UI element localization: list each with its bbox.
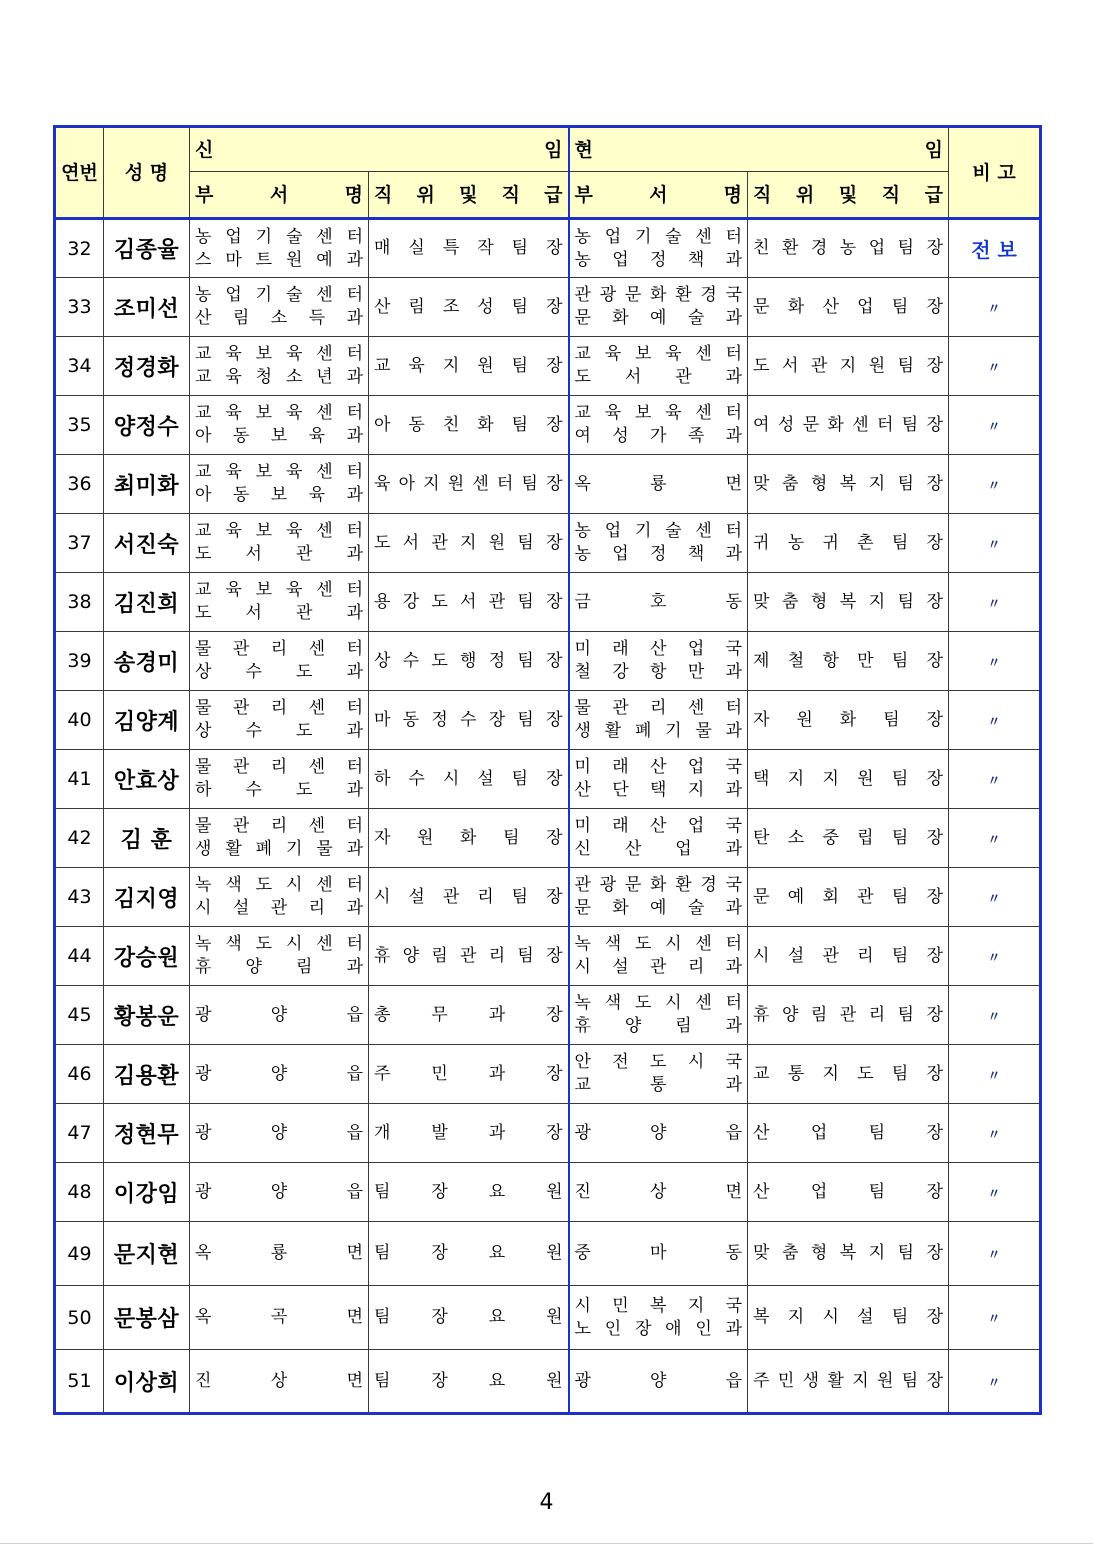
serial-number-cell: 33 bbox=[55, 278, 104, 337]
new-department-cell bbox=[190, 1222, 369, 1286]
new-department-cell bbox=[190, 1350, 369, 1414]
current-department-line: 미 래 산 업 국 bbox=[574, 816, 743, 836]
new-position-cell bbox=[369, 809, 569, 868]
current-department-cell bbox=[569, 868, 748, 927]
current-department-cell bbox=[569, 986, 748, 1045]
new-position-cell bbox=[369, 1286, 569, 1350]
new-department-line: 도 서 관 과 bbox=[195, 544, 363, 564]
name-cell: 이강임 bbox=[104, 1163, 190, 1222]
new-position-text: 팀 장 요 원 bbox=[374, 1307, 563, 1327]
current-department-line: 물 관 리 센 터 bbox=[574, 698, 743, 718]
table-body bbox=[55, 219, 1041, 1414]
current-position-text: 자 원 화 팀 장 bbox=[753, 709, 944, 730]
new-department-line: 물 관 리 센 터 bbox=[195, 639, 363, 659]
new-department-line: 아 동 보 육 과 bbox=[195, 426, 363, 446]
note-cell: 〃 bbox=[949, 455, 1041, 514]
new-position-cell bbox=[369, 632, 569, 691]
new-position-cell bbox=[369, 337, 569, 396]
note-cell: 전 보 bbox=[949, 219, 1041, 278]
current-department-line: 미 래 산 업 국 bbox=[574, 639, 743, 659]
new-department-line: 도 서 관 과 bbox=[195, 603, 363, 623]
new-position-cell bbox=[369, 1045, 569, 1104]
serial-number-cell: 42 bbox=[55, 809, 104, 868]
new-position-cell bbox=[369, 1163, 569, 1222]
new-position-cell bbox=[369, 514, 569, 573]
current-department-line: 광 양 읍 bbox=[574, 1122, 743, 1143]
note-cell: 〃 bbox=[949, 750, 1041, 809]
current-department-line: 관 광 문 화 환 경 국 bbox=[574, 285, 743, 305]
serial-number-cell: 37 bbox=[55, 514, 104, 573]
serial-number-cell: 40 bbox=[55, 691, 104, 750]
current-position-cell bbox=[748, 573, 949, 632]
new-department-cell bbox=[190, 278, 369, 337]
new-position-text: 마 동 정 수 장 팀 장 bbox=[374, 709, 563, 730]
current-department-line: 진 상 면 bbox=[574, 1181, 743, 1202]
note-cell: 〃 bbox=[949, 1163, 1041, 1222]
new-post-header bbox=[190, 127, 569, 172]
new-department-line: 물 관 리 센 터 bbox=[195, 698, 363, 718]
current-department-header-label: 부 서 명 bbox=[574, 183, 743, 206]
page-number: 4 bbox=[539, 1490, 554, 1515]
serial-number-cell: 44 bbox=[55, 927, 104, 986]
name-cell: 황봉운 bbox=[104, 986, 190, 1045]
current-department-line: 시 설 관 리 과 bbox=[574, 957, 743, 977]
serial-number-cell: 47 bbox=[55, 1104, 104, 1163]
new-position-text: 아 동 친 화 팀 장 bbox=[374, 414, 563, 435]
new-department-header bbox=[190, 172, 369, 219]
new-department-cell bbox=[190, 455, 369, 514]
current-position-cell bbox=[748, 1350, 949, 1414]
current-position-cell bbox=[748, 691, 949, 750]
name-cell: 김양계 bbox=[104, 691, 190, 750]
new-department-line: 교 육 청 소 년 과 bbox=[195, 367, 363, 387]
current-position-cell bbox=[748, 1286, 949, 1350]
current-department-line: 교 통 과 bbox=[574, 1075, 743, 1095]
current-position-text: 여 성 문 화 센 터 팀 장 bbox=[753, 414, 944, 435]
current-position-header bbox=[748, 172, 949, 219]
table-row bbox=[55, 1163, 1041, 1222]
current-position-text: 교 통 지 도 팀 장 bbox=[753, 1063, 944, 1084]
note-cell: 〃 bbox=[949, 868, 1041, 927]
new-position-cell bbox=[369, 455, 569, 514]
table-row bbox=[55, 337, 1041, 396]
current-department-line: 광 양 읍 bbox=[574, 1370, 743, 1391]
current-position-cell bbox=[748, 986, 949, 1045]
current-department-cell bbox=[569, 1350, 748, 1414]
new-department-cell bbox=[190, 514, 369, 573]
new-department-header-label: 부 서 명 bbox=[195, 183, 363, 206]
name-cell: 서진숙 bbox=[104, 514, 190, 573]
new-department-cell bbox=[190, 1286, 369, 1350]
current-position-cell bbox=[748, 455, 949, 514]
new-position-header-label: 직 위 및 직 급 bbox=[374, 183, 563, 206]
serial-number-cell: 41 bbox=[55, 750, 104, 809]
current-department-line: 산 단 택 지 과 bbox=[574, 780, 743, 800]
name-cell: 김종율 bbox=[104, 219, 190, 278]
note-cell: 〃 bbox=[949, 809, 1041, 868]
new-department-line: 교 육 보 육 센 터 bbox=[195, 403, 363, 423]
current-department-cell bbox=[569, 750, 748, 809]
current-department-line: 생 활 폐 기 물 과 bbox=[574, 721, 743, 741]
new-department-cell bbox=[190, 632, 369, 691]
new-department-line: 옥 곡 면 bbox=[195, 1307, 363, 1327]
current-position-cell bbox=[748, 278, 949, 337]
new-department-line: 상 수 도 과 bbox=[195, 662, 363, 682]
current-department-cell bbox=[569, 278, 748, 337]
current-department-cell bbox=[569, 514, 748, 573]
new-position-cell bbox=[369, 1222, 569, 1286]
serial-number-cell: 49 bbox=[55, 1222, 104, 1286]
note-cell: 〃 bbox=[949, 514, 1041, 573]
new-position-text: 주 민 과 장 bbox=[374, 1063, 563, 1084]
current-department-cell bbox=[569, 632, 748, 691]
new-position-text: 상 수 도 행 정 팀 장 bbox=[374, 650, 563, 671]
current-department-line: 신 산 업 과 bbox=[574, 839, 743, 859]
current-department-line: 금 호 동 bbox=[574, 591, 743, 612]
current-post-header bbox=[569, 127, 949, 172]
table-row bbox=[55, 1222, 1041, 1286]
new-department-cell bbox=[190, 337, 369, 396]
current-department-line: 미 래 산 업 국 bbox=[574, 757, 743, 777]
serial-number-cell: 36 bbox=[55, 455, 104, 514]
note-cell: 〃 bbox=[949, 927, 1041, 986]
serial-number-cell: 39 bbox=[55, 632, 104, 691]
personnel-transfer-table bbox=[53, 125, 1042, 1415]
current-position-text: 귀 농 귀 촌 팀 장 bbox=[753, 532, 944, 553]
new-post-title: 신 임 bbox=[195, 138, 563, 161]
new-position-cell bbox=[369, 750, 569, 809]
new-department-line: 교 육 보 육 센 터 bbox=[195, 521, 363, 541]
new-position-text: 시 설 관 리 팀 장 bbox=[374, 886, 563, 907]
new-department-line: 교 육 보 육 센 터 bbox=[195, 344, 363, 364]
table-row bbox=[55, 1286, 1041, 1350]
current-position-text: 주 민 생 활 지 원 팀 장 bbox=[753, 1370, 944, 1391]
current-department-cell bbox=[569, 1104, 748, 1163]
name-cell: 김용환 bbox=[104, 1045, 190, 1104]
current-department-line: 안 전 도 시 국 bbox=[574, 1052, 743, 1072]
new-department-line: 물 관 리 센 터 bbox=[195, 816, 363, 836]
current-position-text: 도 서 관 지 원 팀 장 bbox=[753, 355, 944, 376]
current-department-line: 중 마 동 bbox=[574, 1243, 743, 1263]
current-department-line: 노 인 장 애 인 과 bbox=[574, 1318, 743, 1339]
note-cell: 〃 bbox=[949, 986, 1041, 1045]
new-department-line: 광 양 읍 bbox=[195, 1122, 363, 1143]
name-cell: 김지영 bbox=[104, 868, 190, 927]
current-department-line: 농 업 정 책 과 bbox=[574, 249, 743, 270]
new-department-cell bbox=[190, 1045, 369, 1104]
current-department-header bbox=[569, 172, 748, 219]
new-department-line: 휴 양 림 과 bbox=[195, 957, 363, 977]
new-department-cell bbox=[190, 809, 369, 868]
new-department-line: 상 수 도 과 bbox=[195, 721, 363, 741]
new-position-cell bbox=[369, 396, 569, 455]
name-cell: 송경미 bbox=[104, 632, 190, 691]
current-position-text: 산 업 팀 장 bbox=[753, 1122, 944, 1143]
current-department-cell bbox=[569, 691, 748, 750]
new-department-cell bbox=[190, 986, 369, 1045]
current-department-line: 농 업 기 술 센 터 bbox=[574, 226, 743, 247]
current-position-text: 시 설 관 리 팀 장 bbox=[753, 945, 944, 966]
new-department-cell bbox=[190, 1104, 369, 1163]
table-row bbox=[55, 573, 1041, 632]
current-department-line: 문 화 예 술 과 bbox=[574, 308, 743, 328]
current-department-line: 농 업 기 술 센 터 bbox=[574, 521, 743, 541]
current-department-line: 여 성 가 족 과 bbox=[574, 426, 743, 446]
current-department-line: 교 육 보 육 센 터 bbox=[574, 403, 743, 423]
header-row-bottom bbox=[55, 172, 1041, 219]
table-row bbox=[55, 750, 1041, 809]
new-position-text: 용 강 도 서 관 팀 장 bbox=[374, 591, 563, 612]
new-department-line: 시 설 관 리 과 bbox=[195, 898, 363, 918]
name-cell: 김진희 bbox=[104, 573, 190, 632]
new-position-cell bbox=[369, 1350, 569, 1414]
new-position-header bbox=[369, 172, 569, 219]
current-department-cell bbox=[569, 809, 748, 868]
current-department-cell bbox=[569, 1286, 748, 1350]
serial-number-cell: 45 bbox=[55, 986, 104, 1045]
table-row bbox=[55, 632, 1041, 691]
name-cell: 문봉삼 bbox=[104, 1286, 190, 1350]
new-position-text: 매 실 특 작 팀 장 bbox=[374, 238, 563, 258]
page-bottom-edge bbox=[0, 1543, 1093, 1544]
current-position-text: 문 화 산 업 팀 장 bbox=[753, 296, 944, 317]
new-department-cell bbox=[190, 219, 369, 278]
note-cell: 〃 bbox=[949, 396, 1041, 455]
new-department-line: 광 양 읍 bbox=[195, 1004, 363, 1025]
new-department-line: 산 림 소 득 과 bbox=[195, 308, 363, 328]
new-position-cell bbox=[369, 573, 569, 632]
name-cell: 정현무 bbox=[104, 1104, 190, 1163]
new-department-cell bbox=[190, 691, 369, 750]
new-position-cell bbox=[369, 219, 569, 278]
current-position-cell bbox=[748, 1045, 949, 1104]
name-cell: 안효상 bbox=[104, 750, 190, 809]
new-position-cell bbox=[369, 986, 569, 1045]
current-department-line: 도 서 관 과 bbox=[574, 367, 743, 387]
current-position-text: 친 환 경 농 업 팀 장 bbox=[753, 238, 944, 258]
current-position-cell bbox=[748, 632, 949, 691]
table-row bbox=[55, 219, 1041, 278]
name-cell: 김 훈 bbox=[104, 809, 190, 868]
new-department-cell bbox=[190, 1163, 369, 1222]
serial-number-cell: 50 bbox=[55, 1286, 104, 1350]
current-department-line: 시 민 복 지 국 bbox=[574, 1295, 743, 1316]
table-row bbox=[55, 691, 1041, 750]
new-position-text: 교 육 지 원 팀 장 bbox=[374, 355, 563, 376]
current-department-cell bbox=[569, 1045, 748, 1104]
note-cell: 〃 bbox=[949, 1104, 1041, 1163]
current-department-cell bbox=[569, 455, 748, 514]
new-position-text: 육 아 지 원 센 터 팀 장 bbox=[374, 473, 563, 494]
current-position-cell bbox=[748, 514, 949, 573]
new-department-line: 아 동 보 육 과 bbox=[195, 485, 363, 505]
new-department-line: 농 업 기 술 센 터 bbox=[195, 226, 363, 247]
new-department-line: 교 육 보 육 센 터 bbox=[195, 580, 363, 600]
current-position-cell bbox=[748, 750, 949, 809]
serial-number-header: 연번 bbox=[55, 127, 104, 219]
new-department-line: 하 수 도 과 bbox=[195, 780, 363, 800]
note-header: 비 고 bbox=[949, 127, 1041, 219]
current-position-text: 택 지 지 원 팀 장 bbox=[753, 768, 944, 789]
new-position-text: 팀 장 요 원 bbox=[374, 1181, 563, 1202]
table-row bbox=[55, 927, 1041, 986]
table-row bbox=[55, 278, 1041, 337]
serial-number-cell: 46 bbox=[55, 1045, 104, 1104]
name-cell: 최미화 bbox=[104, 455, 190, 514]
current-position-text: 탄 소 중 립 팀 장 bbox=[753, 827, 944, 848]
name-cell: 문지현 bbox=[104, 1222, 190, 1286]
table-row bbox=[55, 455, 1041, 514]
note-cell: 〃 bbox=[949, 337, 1041, 396]
new-position-text: 도 서 관 지 원 팀 장 bbox=[374, 532, 563, 553]
name-header: 성 명 bbox=[104, 127, 190, 219]
new-department-line: 생 활 폐 기 물 과 bbox=[195, 839, 363, 859]
current-department-line: 교 육 보 육 센 터 bbox=[574, 344, 743, 364]
current-post-title: 현 임 bbox=[574, 138, 944, 161]
new-position-text: 팀 장 요 원 bbox=[374, 1243, 563, 1263]
new-department-cell bbox=[190, 868, 369, 927]
new-department-line: 옥 룡 면 bbox=[195, 1243, 363, 1263]
current-department-cell bbox=[569, 1163, 748, 1222]
current-position-text: 문 예 회 관 팀 장 bbox=[753, 886, 944, 907]
table-row bbox=[55, 1045, 1041, 1104]
current-department-line: 관 광 문 화 환 경 국 bbox=[574, 875, 743, 895]
table-row bbox=[55, 809, 1041, 868]
current-department-line: 녹 색 도 시 센 터 bbox=[574, 934, 743, 954]
new-position-cell bbox=[369, 691, 569, 750]
name-cell: 양정수 bbox=[104, 396, 190, 455]
current-position-text: 맞 춤 형 복 지 팀 장 bbox=[753, 1243, 944, 1263]
current-department-line: 녹 색 도 시 센 터 bbox=[574, 993, 743, 1013]
current-position-cell bbox=[748, 1163, 949, 1222]
serial-number-cell: 35 bbox=[55, 396, 104, 455]
current-position-text: 휴 양 림 관 리 팀 장 bbox=[753, 1004, 944, 1025]
new-department-line: 농 업 기 술 센 터 bbox=[195, 285, 363, 305]
serial-number-cell: 32 bbox=[55, 219, 104, 278]
name-cell: 이상희 bbox=[104, 1350, 190, 1414]
current-department-line: 농 업 정 책 과 bbox=[574, 544, 743, 564]
new-department-cell bbox=[190, 927, 369, 986]
current-position-cell bbox=[748, 927, 949, 986]
new-position-cell bbox=[369, 868, 569, 927]
header-row-top bbox=[55, 127, 1041, 172]
serial-number-cell: 48 bbox=[55, 1163, 104, 1222]
current-department-line: 철 강 항 만 과 bbox=[574, 662, 743, 682]
new-department-line: 물 관 리 센 터 bbox=[195, 757, 363, 777]
table-row bbox=[55, 1104, 1041, 1163]
new-position-text: 자 원 화 팀 장 bbox=[374, 827, 563, 848]
new-department-cell bbox=[190, 750, 369, 809]
new-department-line: 진 상 면 bbox=[195, 1370, 363, 1391]
name-cell: 강승원 bbox=[104, 927, 190, 986]
current-department-cell bbox=[569, 1222, 748, 1286]
current-department-cell bbox=[569, 337, 748, 396]
current-department-cell bbox=[569, 573, 748, 632]
new-position-text: 팀 장 요 원 bbox=[374, 1370, 563, 1391]
name-cell: 정경화 bbox=[104, 337, 190, 396]
table-row bbox=[55, 396, 1041, 455]
serial-number-cell: 51 bbox=[55, 1350, 104, 1414]
note-cell: 〃 bbox=[949, 573, 1041, 632]
current-position-cell bbox=[748, 1104, 949, 1163]
new-position-text: 총 무 과 장 bbox=[374, 1004, 563, 1025]
current-department-cell bbox=[569, 927, 748, 986]
note-cell: 〃 bbox=[949, 1222, 1041, 1286]
current-position-text: 맞 춤 형 복 지 팀 장 bbox=[753, 591, 944, 612]
new-position-cell bbox=[369, 927, 569, 986]
note-cell: 〃 bbox=[949, 691, 1041, 750]
table-row bbox=[55, 986, 1041, 1045]
new-department-line: 녹 색 도 시 센 터 bbox=[195, 875, 363, 895]
new-department-line: 녹 색 도 시 센 터 bbox=[195, 934, 363, 954]
current-department-line: 문 화 예 술 과 bbox=[574, 898, 743, 918]
table-row bbox=[55, 868, 1041, 927]
new-department-cell bbox=[190, 396, 369, 455]
current-position-text: 복 지 시 설 팀 장 bbox=[753, 1307, 944, 1327]
note-cell: 〃 bbox=[949, 1286, 1041, 1350]
name-cell: 조미선 bbox=[104, 278, 190, 337]
table-row bbox=[55, 1350, 1041, 1414]
current-position-text: 맞 춤 형 복 지 팀 장 bbox=[753, 473, 944, 494]
current-position-header-label: 직 위 및 직 급 bbox=[753, 183, 944, 206]
current-position-cell bbox=[748, 219, 949, 278]
note-cell: 〃 bbox=[949, 632, 1041, 691]
new-position-text: 휴 양 림 관 리 팀 장 bbox=[374, 945, 563, 966]
new-department-line: 광 양 읍 bbox=[195, 1181, 363, 1202]
note-cell: 〃 bbox=[949, 1350, 1041, 1414]
current-position-cell bbox=[748, 396, 949, 455]
current-position-text: 제 철 항 만 팀 장 bbox=[753, 650, 944, 671]
serial-number-cell: 38 bbox=[55, 573, 104, 632]
current-position-cell bbox=[748, 337, 949, 396]
new-department-cell bbox=[190, 573, 369, 632]
current-department-line: 옥 룡 면 bbox=[574, 473, 743, 494]
new-position-text: 산 림 조 성 팀 장 bbox=[374, 296, 563, 317]
new-position-cell bbox=[369, 278, 569, 337]
serial-number-cell: 43 bbox=[55, 868, 104, 927]
current-position-cell bbox=[748, 1222, 949, 1286]
table-header bbox=[55, 127, 1041, 219]
new-department-line: 광 양 읍 bbox=[195, 1063, 363, 1084]
new-position-cell bbox=[369, 1104, 569, 1163]
current-department-line: 휴 양 림 과 bbox=[574, 1016, 743, 1036]
current-department-cell bbox=[569, 219, 748, 278]
new-department-line: 스 마 트 원 예 과 bbox=[195, 249, 363, 270]
serial-number-cell: 34 bbox=[55, 337, 104, 396]
current-position-cell bbox=[748, 868, 949, 927]
new-position-text: 하 수 시 설 팀 장 bbox=[374, 768, 563, 789]
current-department-cell bbox=[569, 396, 748, 455]
current-position-text: 산 업 팀 장 bbox=[753, 1181, 944, 1202]
current-position-cell bbox=[748, 809, 949, 868]
note-cell: 〃 bbox=[949, 1045, 1041, 1104]
new-department-line: 교 육 보 육 센 터 bbox=[195, 462, 363, 482]
new-position-text: 개 발 과 장 bbox=[374, 1122, 563, 1143]
table-row bbox=[55, 514, 1041, 573]
note-cell: 〃 bbox=[949, 278, 1041, 337]
